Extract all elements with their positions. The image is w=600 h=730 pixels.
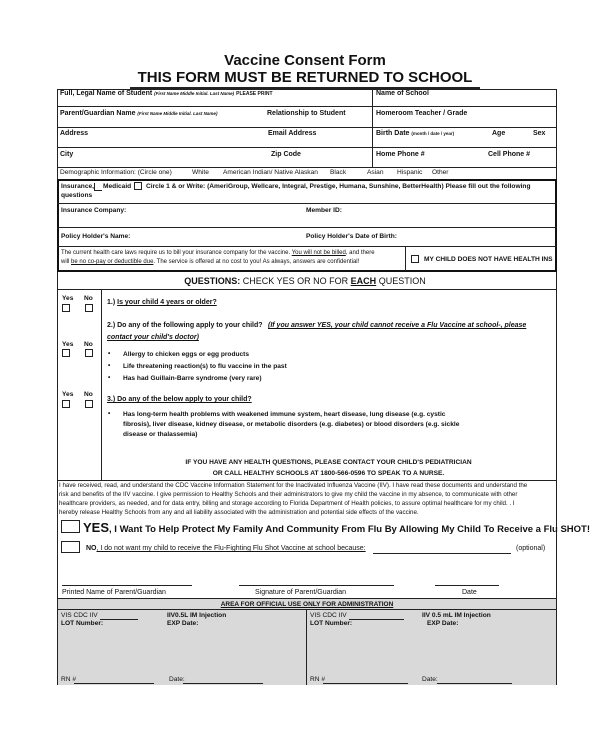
city-label[interactable]: City [60,151,74,158]
q2-yes-checkbox[interactable] [62,349,70,357]
consent-no-checkbox[interactable] [61,541,80,553]
email-label[interactable]: Email Address [268,130,317,137]
exp-label: EXP Date: [167,620,199,627]
reason-line[interactable] [373,553,511,554]
cell-phone-label[interactable]: Cell Phone # [488,151,531,158]
q3-yes-checkbox[interactable] [62,400,70,408]
q1-yes-label: Yes [62,295,74,302]
insurance-checkbox[interactable] [94,183,102,191]
consent-yes-label: YES, I Want To Help Protect My Family And Community From Flu By Allowing My Child To Receive a Flu SHOT! [83,520,591,535]
q1-yes-checkbox[interactable] [62,304,70,312]
rn-label: RN # [61,676,77,683]
contact-line-2: OR CALL HEALTHY SCHOOLS AT 1800-566-0596 TO SPEAK TO A NURSE. [212,470,445,477]
questions-header: QUESTIONS: CHECK YES OR NO FOR EACH QUESTION [184,276,426,286]
demo-option-native[interactable]: American Indian/ Native Alaskan [223,169,318,176]
question-2: 2.) Do any of the following apply to your child? [107,322,263,329]
parent-name-label[interactable]: Parent/Guardian Name (First Name Middle Initial. Last Name) [60,110,218,117]
relationship-label[interactable]: Relationship to Student [267,110,346,117]
official-header: AREA FOR OFFICIAL USE ONLY FOR ADMINISTRATION [220,601,394,608]
zip-label[interactable]: Zip Code [271,151,301,158]
no-insurance-label: MY CHILD DOES NOT HAVE HEALTH INS [424,256,553,263]
vis-label: VIS CDC IIV [61,612,98,619]
q3-item: Has long-term health problems with weakened immune system, heart disease, lung disease (e.g. cystic [123,411,446,418]
contact-line-1: IF YOU HAVE ANY HEALTH QUESTIONS, PLEASE CONTACT YOUR CHILD'S PEDIATRICIAN [185,459,472,466]
form-title: Vaccine Consent Form [224,52,386,69]
q2-no-checkbox[interactable] [85,349,93,357]
lot-label: LOT Number: [310,620,353,627]
printed-name-line[interactable] [62,585,192,586]
q2-no-label: No [84,341,93,348]
consent-no-label: NO, I do not want my child to receive the Flu-Fighting Flu Shot Vaccine at school because: [86,545,366,552]
address-label[interactable]: Address [60,130,89,137]
demo-option-black[interactable]: Black [330,169,347,176]
demo-option-hispanic[interactable]: Hispanic [397,169,423,176]
lot-label: LOT Number: [61,620,104,627]
question-1: 1.) Is your child 4 years or older? [107,299,217,306]
question-2-note-cont: contact your child's doctor) [107,334,199,341]
questions-word: questions [61,192,93,199]
optional-label: (optional) [516,545,546,552]
q1-no-checkbox[interactable] [85,304,93,312]
signature-label: Signature of Parent/Guardian [255,589,347,596]
insurance-provider-instructions: Circle 1 & or Write: (AmeriGroup, Wellcare, Integral, Prestige, Humana, Sunshine, BetterHealth) Please fill out the following [146,183,531,190]
insurance-company-label[interactable]: Insurance Company: [61,207,127,214]
q3-no-checkbox[interactable] [85,400,93,408]
policy-holder-dob-label[interactable]: Policy Holder's Date of Birth: [306,233,397,240]
insurance-label: Insurance, [61,183,94,190]
medicaid-label: Medicaid [103,183,132,190]
birth-date-label[interactable]: Birth Date (month / date / year) [376,130,455,137]
q3-yes-label: Yes [62,391,74,398]
home-phone-label[interactable]: Home Phone # [376,151,425,158]
sex-label[interactable]: Sex [533,130,546,137]
date-label: Date [462,589,477,596]
rn-label: RN # [310,676,326,683]
demo-option-asian[interactable]: Asian [367,169,384,176]
iiv-label: IIV 0.5 mL IM Injection [422,612,491,619]
question-2-note: (If you answer YES, your child cannot receive a Flu Vaccine at school-, please [268,322,527,329]
q2-item: Allergy to chicken eggs or egg products [123,351,250,358]
consent-statement: I have received, read, and understand the CDC Vaccine Information Statement for the Inactivated Influenza Vaccine (IIV). I have read these documents and understand the risk and benefits of the IIV vaccine. I give permission to Healthy Schools and their administrators to give my child the vaccine in my absence, to communicate with other healthcare providers, as needed, and for data entry, billing and storage according to Florida Department of Health policies, to assure optimal healthcare for my child. . I hereby release Healthy Schools from any and all liability associated with the administration and potential side effects of the vaccine. [59,482,528,516]
form-subtitle: THIS FORM MUST BE RETURNED TO SCHOOL [137,69,473,86]
date-line[interactable] [435,585,499,586]
signature-line[interactable] [239,585,394,586]
medicaid-checkbox[interactable] [134,182,142,190]
printed-name-label: Printed Name of Parent/Guardian [62,589,166,596]
date-label: Date: [169,676,185,683]
school-name-label[interactable]: Name of School [376,90,429,97]
q3-no-label: No [84,391,93,398]
q2-item: Life threatening reaction(s) to flu vaccine in the past [123,363,287,370]
demographic-label: Demographic Information: (Circle one) [60,169,172,176]
vis-label: VIS CDC IIV [310,612,347,619]
q3-item: disease or thalassemia) [123,431,198,438]
member-id-label[interactable]: Member ID: [306,207,342,214]
homeroom-label[interactable]: Homeroom Teacher / Grade [376,110,468,117]
no-insurance-checkbox[interactable] [411,255,419,263]
consent-yes-checkbox[interactable] [61,520,80,533]
full-name-label[interactable]: Full, Legal Name of Student (First Name Middle Initial. Last Name) PLEASE PRINT [60,90,273,97]
iiv-label: IIV0.5L IM Injection [167,612,227,619]
exp-label: EXP Date: [427,620,459,627]
billing-notice: The current health care laws require us to bill your insurance company for the vaccine. You will not be billed, and there will be no co-pay or deductible due. The service is offered at no cost to you! As always, answers are confidential! [61,250,375,265]
age-label[interactable]: Age [492,130,506,137]
date-label: Date: [422,676,438,683]
q2-item: Has had Guillain-Barre syndrome (very rare) [123,375,262,382]
policy-holder-label[interactable]: Policy Holder's Name: [61,233,131,240]
q3-item: fibrosis), liver disease, kidney disease, or metabolic disorders (e.g. diabetes) or blood disorders (e.g. sickle [123,421,460,428]
q1-no-label: No [84,295,93,302]
question-3: 3.) Do any of the below apply to your child? [107,396,252,403]
q2-yes-label: Yes [62,341,74,348]
demo-option-other[interactable]: Other [432,169,449,176]
demo-option-white[interactable]: White [192,169,209,176]
